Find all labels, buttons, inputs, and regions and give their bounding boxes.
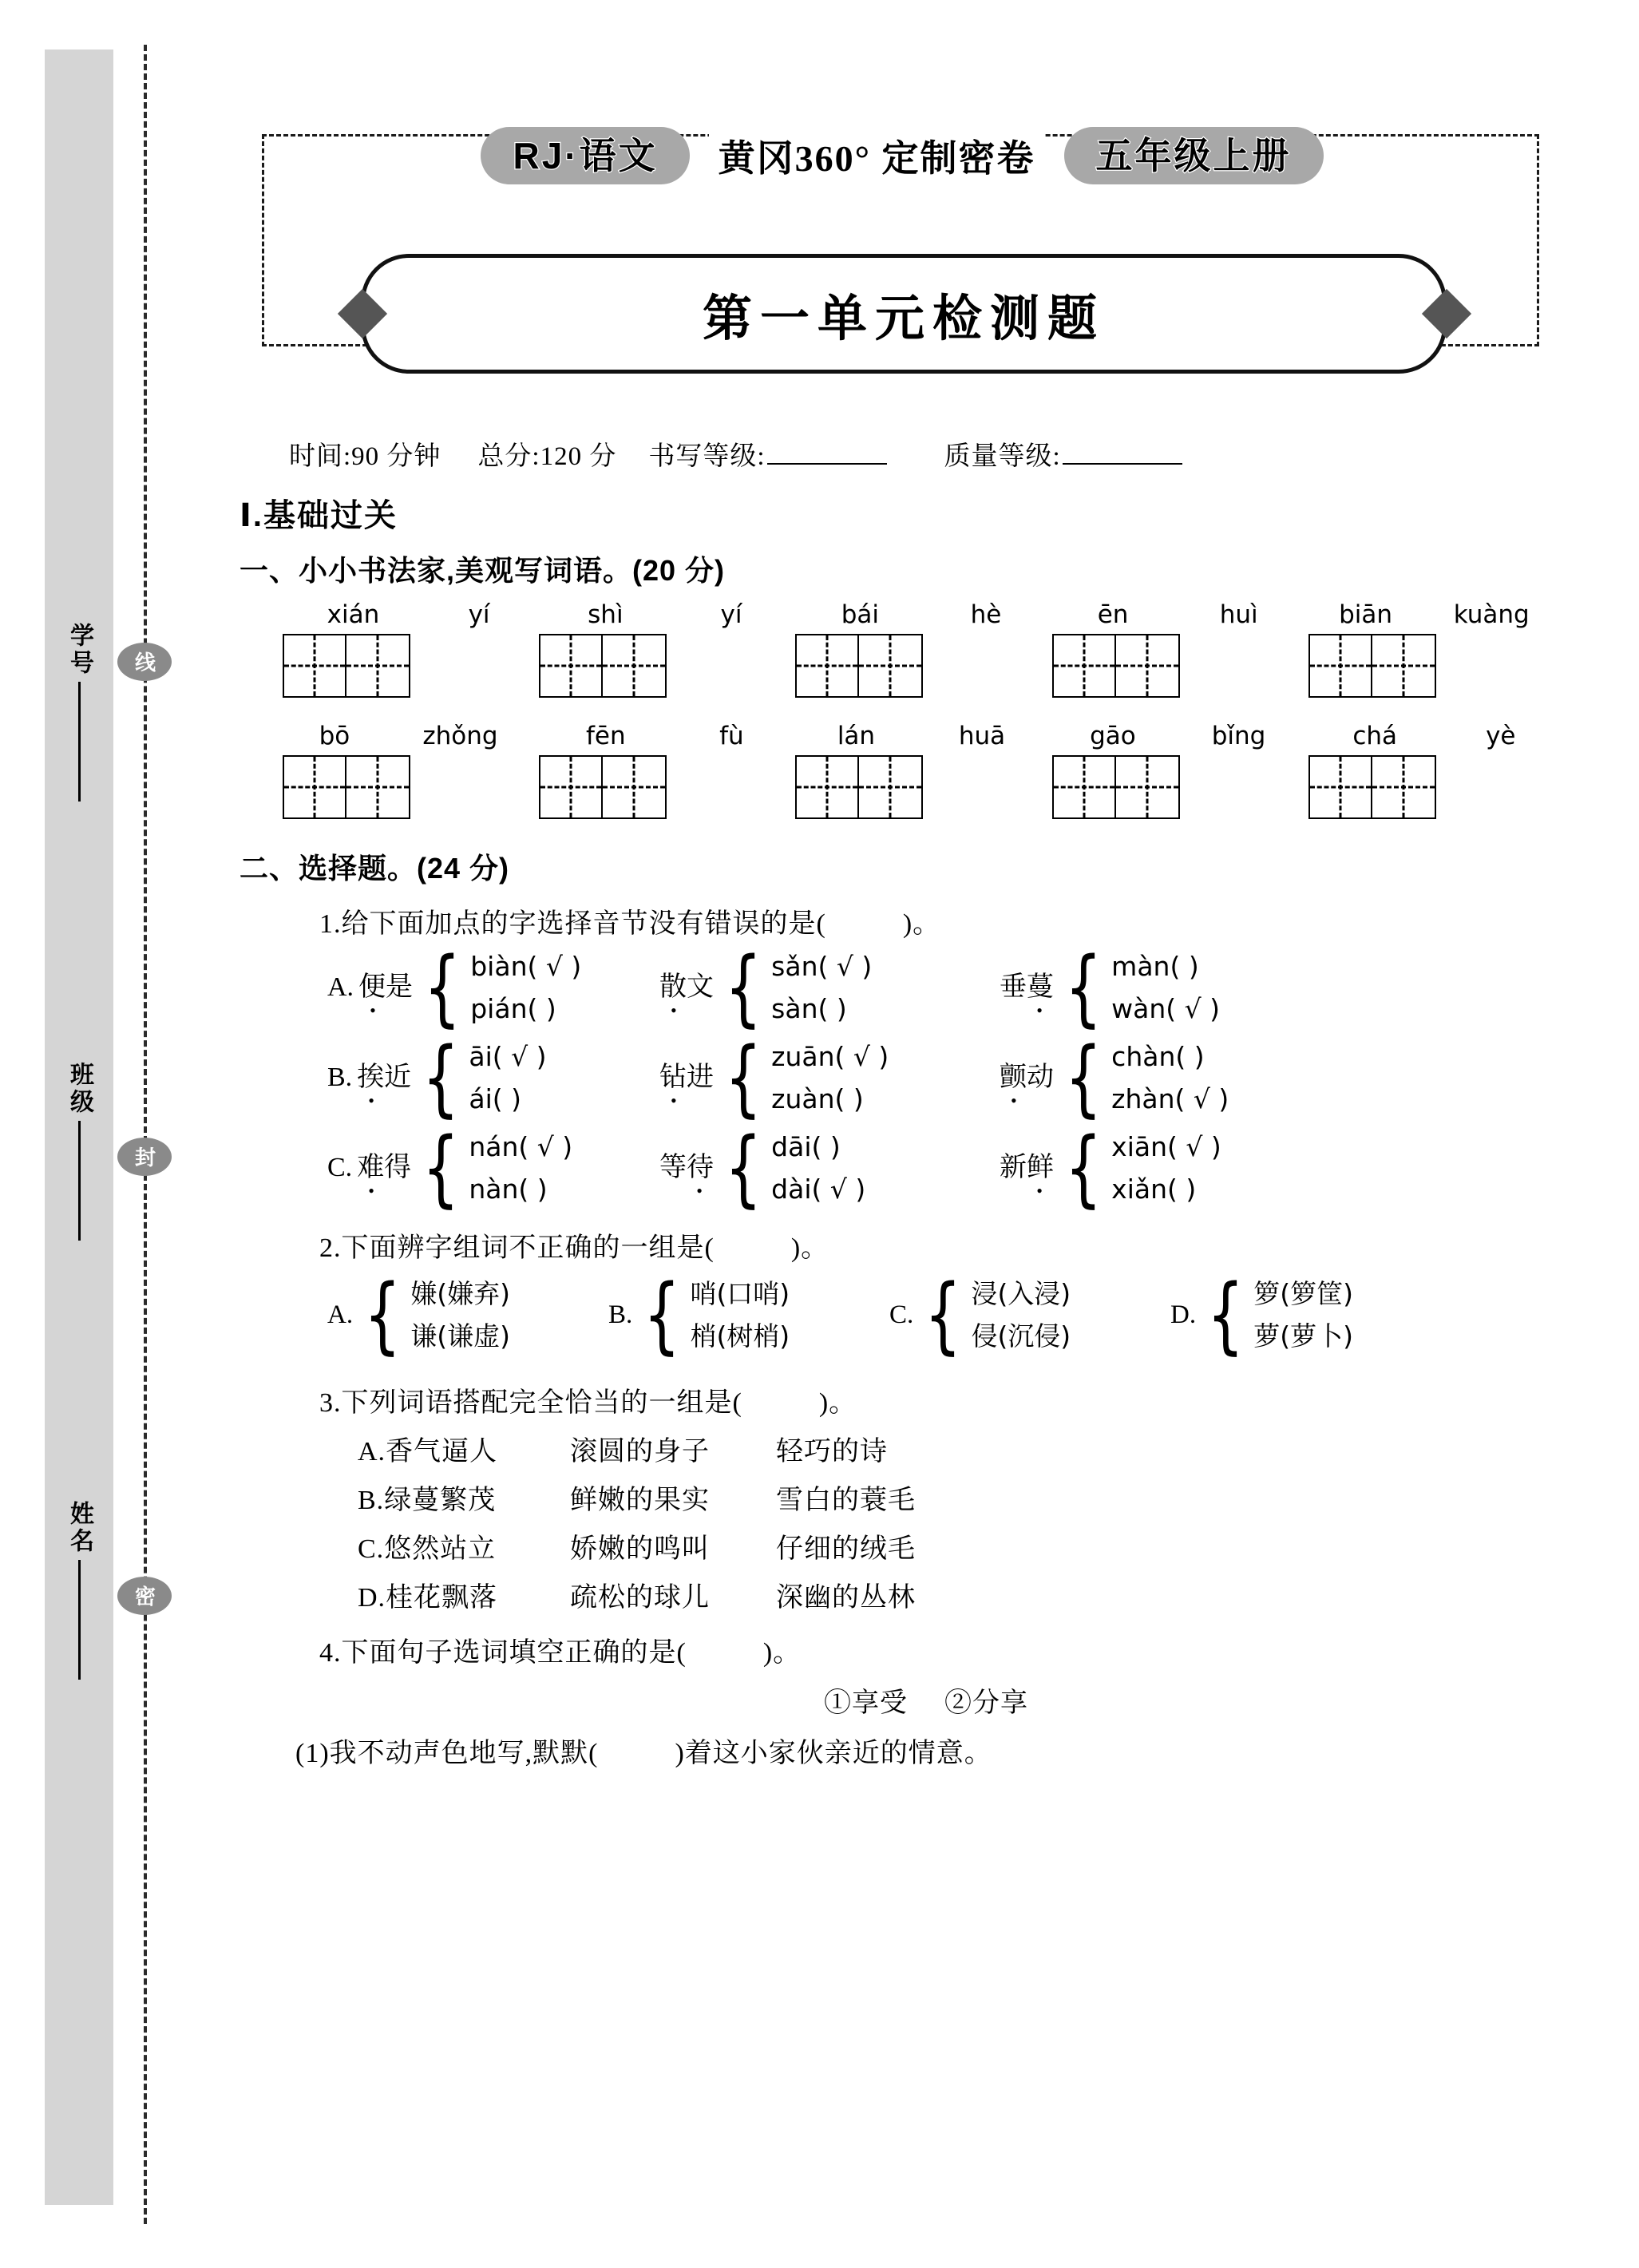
quality-grade-blank[interactable]	[1063, 463, 1182, 465]
q1-c-word-1	[357, 1145, 412, 1201]
brace-icon: {	[1207, 1265, 1245, 1364]
option-letter: C.	[358, 1534, 385, 1564]
pinyin-choice[interactable]: biàn( √ )	[470, 951, 582, 982]
q3-c-c2: 娇嫩的鸣叫	[570, 1534, 710, 1564]
pinyin-choice[interactable]: pián( )	[470, 993, 556, 1025]
q4-sub-1-before: (1)我不动声色地写,默默(	[295, 1738, 599, 1768]
emphasis-dot: •	[1011, 1090, 1017, 1110]
q1-option-c-row	[327, 1118, 1565, 1217]
brace-icon: {	[724, 1118, 762, 1217]
pinyin: yí	[720, 600, 742, 629]
pinyin: fù	[719, 722, 744, 750]
q1-a-group-2[interactable]	[659, 939, 979, 1037]
sidebar-label-class: 班级	[66, 1062, 93, 1116]
pinyin: chá	[1352, 722, 1398, 750]
main-content	[240, 435, 1565, 1770]
q2-option-a[interactable]	[327, 1265, 608, 1364]
handwriting-grade-label: 书写等级:	[648, 442, 766, 471]
q3-c-c1	[358, 1526, 570, 1565]
writing-cell[interactable]	[346, 755, 410, 819]
word-text: 颤动	[1000, 1062, 1054, 1092]
pinyin-choice[interactable]: xiǎn( )	[1111, 1174, 1197, 1205]
emphasis-dot: •	[1036, 999, 1043, 1020]
word-text: 便是	[358, 972, 414, 1002]
pinyin: yí	[468, 600, 490, 629]
writing-cell[interactable]	[1052, 755, 1116, 819]
q2-option-c[interactable]	[889, 1265, 1170, 1364]
option-letter: B.	[608, 1300, 633, 1329]
question-1-heading: 一、小小书法家,美观写词语。(20 分)	[240, 554, 726, 587]
writing-grid-group[interactable]	[795, 634, 1047, 698]
writing-cell[interactable]	[1116, 755, 1180, 819]
q1-stem-tail: )。	[902, 909, 941, 939]
writing-cell[interactable]	[1372, 755, 1436, 819]
header-bar	[263, 112, 1541, 200]
writing-cell[interactable]	[603, 634, 667, 698]
exam-total: 总分:120 分	[477, 442, 617, 471]
quality-grade-label: 质量等级:	[944, 442, 1061, 471]
word-text: 挨近	[357, 1062, 412, 1092]
pinyin-choice[interactable]: xiān( √ )	[1111, 1130, 1221, 1162]
option-letter: C.	[889, 1300, 914, 1329]
brace-icon: {	[423, 939, 461, 1037]
q3-b-c2: 鲜嫩的果实	[570, 1485, 710, 1515]
brace-icon: {	[1064, 939, 1103, 1037]
option-letter: A.	[327, 972, 354, 1003]
q2-stem	[319, 1225, 1565, 1265]
q1-option-a-row	[327, 939, 1565, 1037]
seal-badge-feng: 封	[117, 1138, 172, 1176]
word-pair-top: 嫌(嫌弃)	[410, 1277, 511, 1309]
q1-b-group-2[interactable]	[659, 1028, 979, 1126]
q3-a-c3: 轻巧的诗	[776, 1436, 888, 1466]
q3-option-a[interactable]	[358, 1429, 1565, 1468]
pinyin: bō	[319, 722, 350, 750]
pinyin: hè	[970, 600, 1002, 629]
word-text: 散文	[659, 972, 714, 1002]
writing-grid-row-2	[283, 755, 1565, 819]
pinyin-choice[interactable]: wàn( √ )	[1111, 993, 1221, 1025]
word-text: 新鲜	[1000, 1152, 1054, 1182]
sidebar-label-student-id: 学号	[66, 623, 93, 677]
word-pair-bottom: 萝(萝卜)	[1253, 1320, 1354, 1352]
pinyin: yè	[1486, 722, 1516, 750]
q1-c-pair-1	[469, 1126, 572, 1211]
q2-options-row	[327, 1265, 1565, 1364]
option-letter: C.	[327, 1153, 353, 1183]
q1-a-pair-3	[1111, 945, 1220, 1031]
q4-sub-1-after: )着这小家伙亲近的情意。	[675, 1738, 992, 1768]
emphasis-dot: •	[1036, 1180, 1043, 1201]
q1-b-word-1	[357, 1055, 412, 1110]
q1-a-pair-2	[771, 945, 872, 1031]
brace-icon: {	[643, 1265, 681, 1364]
q4-choice-2: ②分享	[944, 1688, 1028, 1718]
paper-title-banner	[361, 254, 1447, 374]
word-grid-block-1	[283, 600, 1565, 698]
option-letter: A.	[327, 1300, 354, 1329]
writing-grid-group[interactable]	[283, 634, 534, 698]
pinyin-choice[interactable]: zuān( √ )	[771, 1040, 889, 1072]
pinyin-choice[interactable]: sàn( )	[771, 993, 847, 1025]
option-letter: B.	[327, 1063, 353, 1093]
writing-cell[interactable]	[283, 755, 346, 819]
subject-pill: RJ·语文	[481, 127, 689, 185]
pinyin-choice[interactable]: sǎn( √ )	[771, 951, 873, 982]
writing-grid-group[interactable]	[1308, 755, 1560, 819]
q2-stem-tail: )。	[790, 1233, 829, 1263]
q2-a-pair	[410, 1273, 510, 1358]
brace-icon: {	[724, 1028, 762, 1126]
pinyin: shì	[588, 600, 624, 629]
pinyin-choice[interactable]: āi( √ )	[469, 1040, 547, 1072]
word-pair-top: 箩(箩筐)	[1253, 1277, 1354, 1309]
q3-stem-tail: )。	[818, 1387, 857, 1418]
writing-cell[interactable]	[539, 755, 603, 819]
q1-stem-text: 1.给下面加点的字选择音节没有错误的是(	[319, 909, 826, 939]
word-pair-top: 浸(入浸)	[971, 1277, 1071, 1309]
section-part-1: Ⅰ.基础过关	[240, 498, 398, 533]
pinyin-choice[interactable]: zhàn( √ )	[1111, 1083, 1229, 1115]
option-text: 悠然站立	[384, 1534, 497, 1564]
pinyin: ēn	[1097, 600, 1129, 629]
sidebar-rule-class	[78, 1121, 81, 1241]
q4-choice-1: ①享受	[824, 1688, 908, 1718]
pinyin: biān	[1339, 600, 1393, 629]
q1-option-c[interactable]	[327, 1118, 639, 1217]
writing-grid-row-1	[283, 634, 1565, 698]
option-text: 绿蔓繁茂	[384, 1485, 497, 1515]
pinyin: huā	[958, 722, 1006, 750]
series-title: 黄冈360° 定制密卷	[709, 129, 1045, 182]
question-2-heading: 二、选择题。(24 分)	[240, 852, 510, 885]
grade-pill: 五年级上册	[1064, 127, 1324, 185]
q1-option-b-row	[327, 1028, 1565, 1126]
emphasis-dot: •	[368, 1090, 374, 1110]
writing-cell[interactable]	[795, 755, 859, 819]
word-text: 等待	[659, 1152, 714, 1182]
q1-a-pair-1	[470, 945, 581, 1031]
meta-line	[289, 435, 1565, 473]
q3-d-c3: 深幽的丛林	[776, 1582, 916, 1613]
word-text: 钻进	[659, 1062, 714, 1092]
pinyin: bái	[841, 600, 879, 629]
emphasis-dot: •	[671, 1090, 677, 1110]
pinyin-choice[interactable]: chàn( )	[1111, 1040, 1205, 1072]
pinyin: xián	[327, 600, 380, 629]
pinyin: gāo	[1090, 722, 1136, 750]
q3-option-d[interactable]	[358, 1575, 1565, 1614]
option-letter: D.	[358, 1582, 386, 1613]
q1-b-pair-2	[771, 1035, 889, 1121]
q1-b-word-3	[1000, 1055, 1054, 1110]
option-text: 桂花飘落	[386, 1582, 498, 1613]
writing-cell[interactable]	[1308, 755, 1372, 819]
q3-d-c2: 疏松的球儿	[570, 1582, 710, 1613]
q1-c-word-2	[659, 1145, 714, 1201]
exam-time: 时间:90 分钟	[289, 442, 441, 471]
sidebar-rule-student-id	[78, 682, 81, 802]
q3-a-c2: 滚圆的身子	[570, 1436, 710, 1466]
q4-stem-tail: )。	[762, 1637, 802, 1668]
seal-dashed-line	[144, 45, 147, 2224]
sidebar-field-student-id	[45, 623, 113, 802]
pinyin-choice[interactable]: ái( )	[469, 1083, 521, 1115]
brace-icon: {	[724, 939, 762, 1037]
sidebar-label-name: 姓名	[66, 1501, 93, 1555]
writing-cell[interactable]	[795, 634, 859, 698]
q2-b-pair	[690, 1273, 790, 1358]
pinyin: lán	[837, 722, 876, 750]
writing-cell[interactable]	[1308, 634, 1372, 698]
q1-a-word-3	[1000, 964, 1054, 1020]
brace-icon: {	[1064, 1118, 1103, 1217]
q4-stem-text: 4.下面句子选词填空正确的是(	[319, 1637, 687, 1668]
emphasis-dot: •	[671, 999, 677, 1020]
word-pair-bottom: 侵(沉侵)	[971, 1320, 1071, 1352]
pinyin-choice[interactable]: nàn( )	[469, 1174, 548, 1205]
q1-c-group-3[interactable]	[1000, 1118, 1263, 1217]
option-letter: B.	[358, 1485, 385, 1515]
writing-cell[interactable]	[859, 755, 923, 819]
q2-option-b[interactable]	[608, 1265, 889, 1364]
q1-b-pair-3	[1111, 1035, 1229, 1121]
pinyin-choice[interactable]: nán( √ )	[469, 1130, 573, 1162]
q1-b-group-3[interactable]	[1000, 1028, 1263, 1126]
writing-cell[interactable]	[1052, 634, 1116, 698]
writing-cell[interactable]	[346, 634, 410, 698]
brace-icon: {	[364, 1265, 402, 1364]
q2-c-pair	[971, 1273, 1071, 1358]
pinyin: huì	[1219, 600, 1258, 629]
writing-cell[interactable]	[603, 755, 667, 819]
pinyin-choice[interactable]: dāi( )	[771, 1130, 841, 1162]
pinyin: zhǒng	[422, 722, 498, 750]
writing-grid-group[interactable]	[1308, 634, 1560, 698]
pinyin-row-1	[283, 600, 1565, 629]
writing-cell[interactable]	[859, 634, 923, 698]
q1-option-b[interactable]	[327, 1028, 639, 1126]
q3-b-c1	[358, 1478, 570, 1517]
writing-cell[interactable]	[283, 634, 346, 698]
sidebar-field-class	[45, 1062, 113, 1241]
pinyin-choice[interactable]: dài( √ )	[771, 1174, 866, 1205]
q3-d-c1	[358, 1575, 570, 1614]
q1-a-word-2	[659, 964, 714, 1020]
q3-b-c3: 雪白的蓑毛	[776, 1485, 916, 1515]
emphasis-dot: •	[368, 1180, 374, 1201]
writing-cell[interactable]	[1116, 634, 1180, 698]
q3-stem	[319, 1380, 1565, 1419]
pinyin: fēn	[585, 722, 626, 750]
q1-b-pair-1	[469, 1035, 546, 1121]
q1-stem	[319, 901, 1565, 940]
q1-c-group-2[interactable]	[659, 1118, 979, 1217]
page-title: 第一单元检测题	[702, 291, 1105, 346]
word-text: 难得	[357, 1152, 412, 1182]
emphasis-dot: •	[370, 999, 376, 1020]
q1-a-word-1	[358, 964, 414, 1020]
writing-grid-group[interactable]	[539, 755, 790, 819]
q3-a-c1	[358, 1429, 570, 1468]
emphasis-dot: •	[696, 1180, 703, 1201]
seal-badge-mi: 密	[117, 1577, 172, 1615]
q3-option-c[interactable]	[358, 1526, 1565, 1565]
writing-grid-group[interactable]	[795, 755, 1047, 819]
writing-grid-group[interactable]	[1052, 634, 1304, 698]
brace-icon: {	[422, 1028, 460, 1126]
pinyin-row-2	[283, 722, 1565, 750]
brace-icon: {	[924, 1265, 962, 1364]
q1-c-pair-3	[1111, 1126, 1221, 1211]
q4-stem	[319, 1630, 1565, 1669]
word-pair-bottom: 谦(谦虚)	[410, 1320, 511, 1352]
writing-grid-group[interactable]	[539, 634, 790, 698]
pinyin-choice[interactable]: zuàn( )	[771, 1083, 864, 1115]
pinyin: bǐng	[1211, 722, 1266, 750]
q4-sub-1	[295, 1731, 1565, 1770]
q1-c-pair-2	[771, 1126, 865, 1211]
word-grid-block-2	[283, 722, 1565, 819]
word-text: 垂蔓	[1000, 972, 1054, 1002]
writing-grid-group[interactable]	[1052, 755, 1304, 819]
q1-c-word-3	[1000, 1145, 1054, 1201]
pinyin: kuàng	[1453, 600, 1530, 629]
sidebar-rule-name	[78, 1560, 81, 1680]
word-pair-top: 哨(口哨)	[690, 1277, 790, 1309]
writing-cell[interactable]	[1372, 634, 1436, 698]
q2-option-d[interactable]	[1170, 1265, 1451, 1364]
option-letter: D.	[1170, 1300, 1197, 1329]
q2-d-pair	[1253, 1273, 1353, 1358]
word-pair-bottom: 梢(树梢)	[690, 1320, 790, 1352]
brace-icon: {	[1064, 1028, 1103, 1126]
option-letter: A.	[358, 1436, 386, 1466]
q1-option-a[interactable]	[327, 939, 639, 1037]
handwriting-grade-blank[interactable]	[767, 463, 887, 465]
q1-a-group-3[interactable]	[1000, 939, 1263, 1037]
q1-b-word-2	[659, 1055, 714, 1110]
q3-option-b[interactable]	[358, 1478, 1565, 1517]
writing-cell[interactable]	[539, 634, 603, 698]
sidebar-field-name	[45, 1501, 113, 1680]
q3-c-c3: 仔细的绒毛	[776, 1534, 916, 1564]
option-text: 香气逼人	[386, 1436, 498, 1466]
q2-stem-text: 2.下面辨字组词不正确的一组是(	[319, 1233, 715, 1263]
q3-stem-text: 3.下列词语搭配完全恰当的一组是(	[319, 1387, 742, 1418]
writing-grid-group[interactable]	[283, 755, 534, 819]
seal-badge-xian: 线	[117, 643, 172, 681]
brace-icon: {	[422, 1118, 460, 1217]
q4-word-bank	[240, 1680, 1565, 1720]
pinyin-choice[interactable]: màn( )	[1111, 951, 1199, 982]
